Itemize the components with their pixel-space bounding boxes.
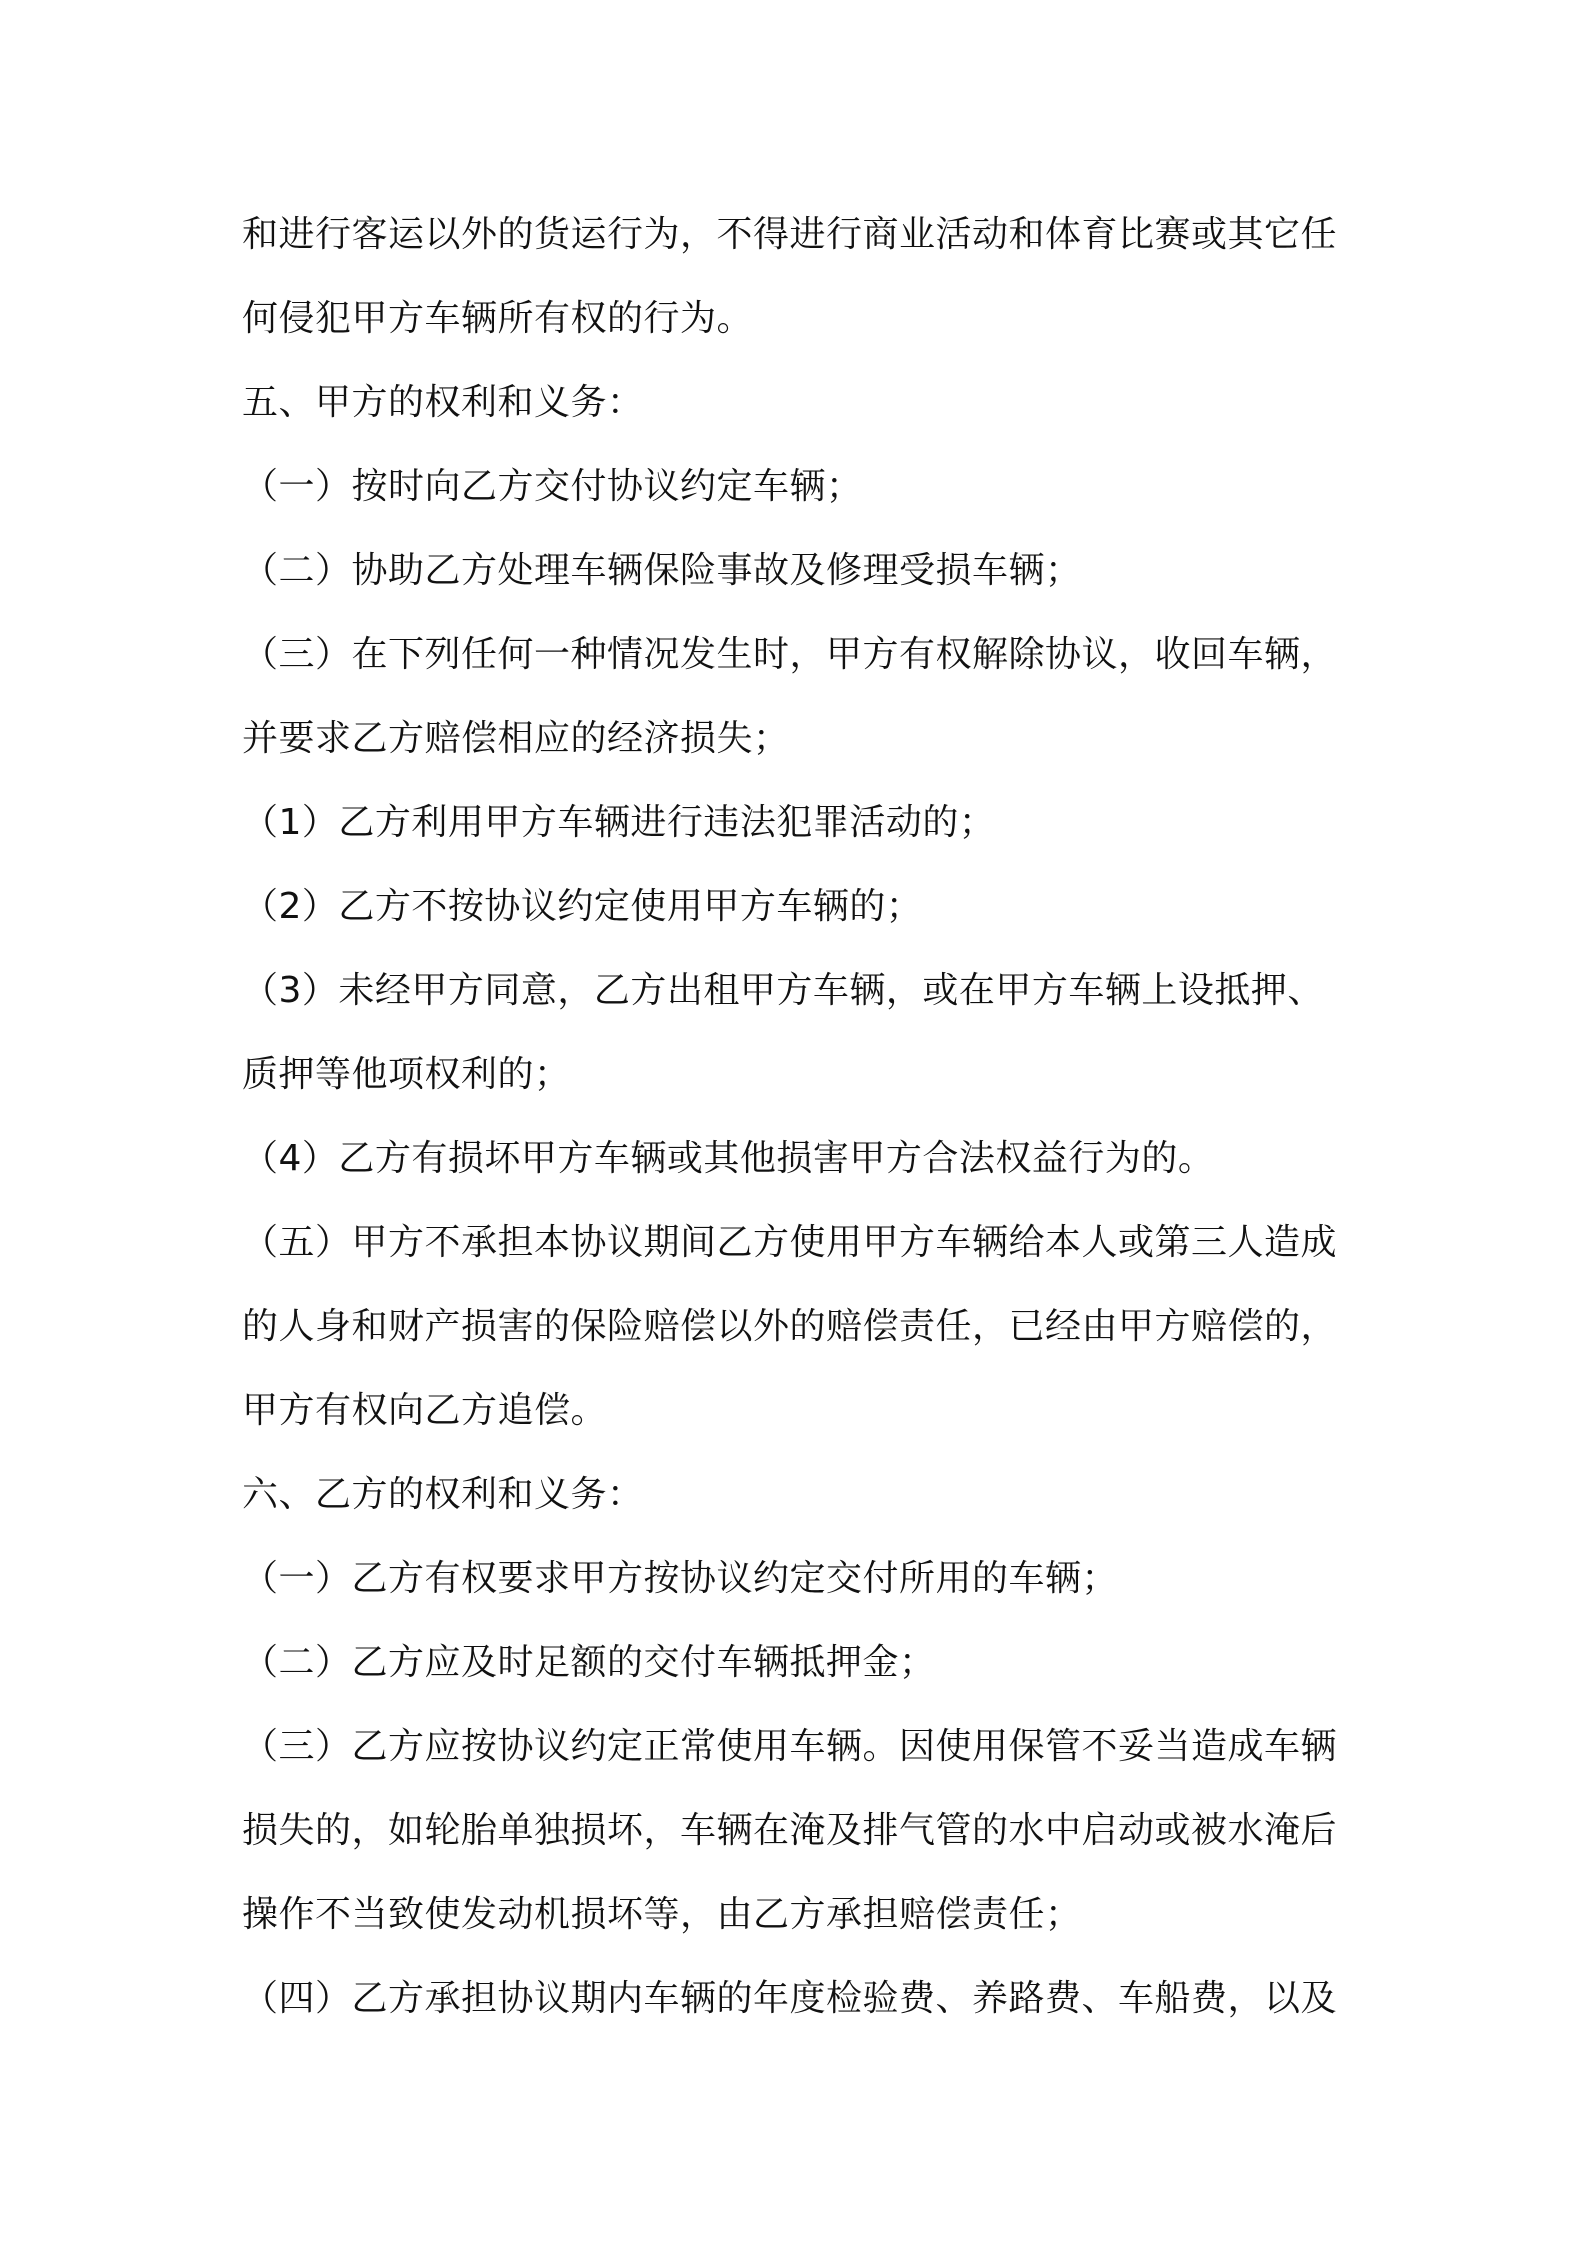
text-line: （一）乙方有权要求甲方按协议约定交付所用的车辆； xyxy=(242,1558,1119,1599)
text-line: 损失的，如轮胎单独损坏，车辆在淹及排气管的水中启动或被水淹后 xyxy=(242,1810,1338,1851)
document-body xyxy=(242,193,1372,2041)
text-line: （4）乙方有损坏甲方车辆或其他损害甲方合法权益行为的。 xyxy=(242,1138,1215,1179)
section-heading: 五、甲方的权利和义务： xyxy=(242,382,644,423)
text-line: （三）在下列任何一种情况发生时，甲方有权解除协议，收回车辆， xyxy=(242,634,1338,675)
text-line: （三）乙方应按协议约定正常使用车辆。因使用保管不妥当造成车辆 xyxy=(242,1726,1338,1767)
text-line: 甲方有权向乙方追偿。 xyxy=(242,1390,608,1431)
text-line: 质押等他项权利的； xyxy=(242,1054,571,1095)
text-line: （2）乙方不按协议约定使用甲方车辆的； xyxy=(242,886,923,927)
text-line: 何侵犯甲方车辆所有权的行为。 xyxy=(242,298,754,339)
text-line: （3）未经甲方同意，乙方出租甲方车辆，或在甲方车辆上设抵押、 xyxy=(242,970,1324,1011)
text-line: （二）乙方应及时足额的交付车辆抵押金； xyxy=(242,1642,936,1683)
section-heading: 六、乙方的权利和义务： xyxy=(242,1474,644,1515)
text-line: 的人身和财产损害的保险赔偿以外的赔偿责任，已经由甲方赔偿的， xyxy=(242,1306,1338,1347)
text-line: （1）乙方利用甲方车辆进行违法犯罪活动的； xyxy=(242,802,996,843)
text-line: （四）乙方承担协议期内车辆的年度检验费、养路费、车船费，以及 xyxy=(242,1978,1338,2019)
text-line: 操作不当致使发动机损坏等，由乙方承担赔偿责任； xyxy=(242,1894,1082,1935)
text-line: 并要求乙方赔偿相应的经济损失； xyxy=(242,718,790,759)
text-line: （五）甲方不承担本协议期间乙方使用甲方车辆给本人或第三人造成 xyxy=(242,1222,1338,1263)
text-line: 和进行客运以外的货运行为，不得进行商业活动和体育比赛或其它任 xyxy=(242,214,1338,255)
text-line: （一）按时向乙方交付协议约定车辆； xyxy=(242,466,863,507)
text-line: （二）协助乙方处理车辆保险事故及修理受损车辆； xyxy=(242,550,1082,591)
